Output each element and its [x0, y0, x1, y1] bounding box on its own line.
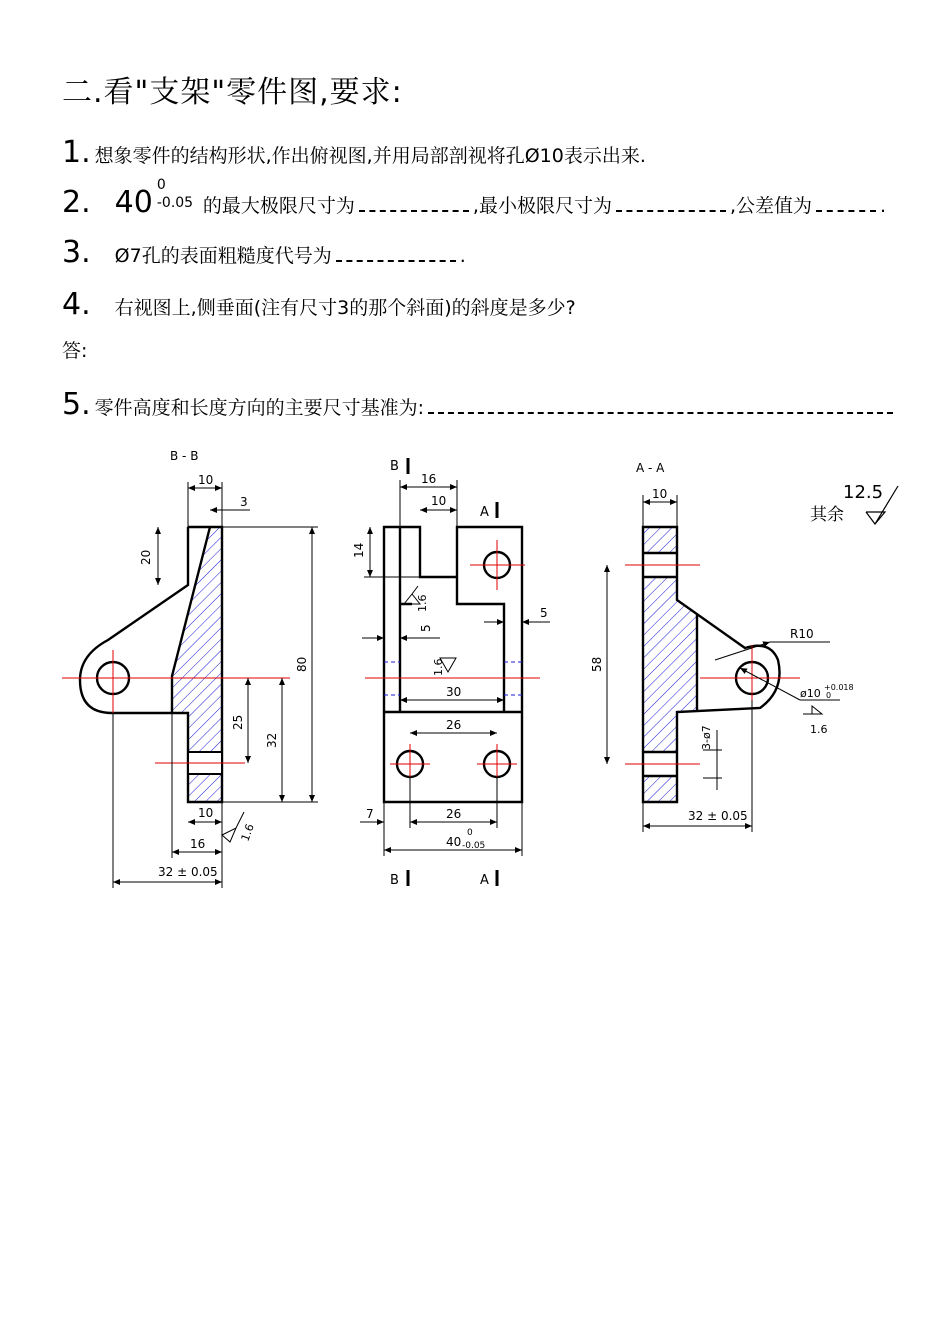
- cut-b-bottom-label: B: [390, 873, 399, 888]
- bb-dim-10-top: 10: [198, 473, 214, 487]
- aa-dim-10: 10: [652, 487, 668, 501]
- roughness-note-prefix: 其余: [810, 505, 844, 525]
- aa-hatch-main: [643, 577, 697, 752]
- question-5: [62, 387, 897, 422]
- question-1-number: 1.: [62, 135, 91, 170]
- question-2-text-tol: ,公差值为: [729, 195, 813, 217]
- question-2-text-min: ,最小极限尺寸为: [472, 195, 612, 217]
- front-dim-5b: 5: [540, 606, 548, 620]
- front-dim-40-upper: 0: [467, 828, 473, 838]
- front-dim-5a: 5: [419, 624, 433, 632]
- question-5-number: 5.: [62, 387, 91, 422]
- cut-a-bottom-label: A: [480, 873, 489, 888]
- front-roughness-top: 1.6: [416, 594, 429, 612]
- section-aa-view: [590, 461, 898, 832]
- section-bb-label: B - B: [170, 449, 199, 463]
- front-dim-10: 10: [431, 494, 447, 508]
- bb-dim-32: 32: [265, 732, 279, 748]
- question-2-tolerance: [156, 177, 197, 212]
- front-dim-40-lower: -0.05: [462, 841, 486, 851]
- technical-drawing: [0, 430, 950, 910]
- question-2-blank-max[interactable]: [359, 208, 469, 212]
- question-2-upper-deviation: 0: [156, 177, 166, 193]
- front-view: [352, 458, 550, 888]
- question-2-text-max: 的最大极限尺寸为: [202, 195, 355, 217]
- bb-dim-10-bottom: 10: [198, 806, 214, 820]
- front-dim-26b: 26: [446, 807, 462, 821]
- aa-hole-upper: +0.018: [824, 683, 854, 692]
- question-2-blank-min[interactable]: [616, 208, 726, 212]
- question-3-end: .: [459, 245, 466, 267]
- question-2-base-size: 40: [114, 185, 153, 220]
- section-aa-label: A - A: [636, 461, 665, 475]
- question-2-lower-deviation: -0.05: [156, 195, 194, 211]
- front-dim-40: 40: [446, 835, 462, 849]
- front-roughness-mid: 1.6: [432, 658, 445, 676]
- question-4-number: 4.: [62, 287, 91, 322]
- bb-dim-25: 25: [231, 714, 245, 730]
- aa-dim-32-tol: 32 ± 0.05: [688, 809, 748, 823]
- aa-hole-lower: 0: [826, 691, 832, 700]
- question-4: [62, 287, 576, 322]
- question-3-number: 3.: [62, 235, 91, 270]
- answer-label: 答:: [62, 340, 88, 362]
- bb-dim-16: 16: [190, 837, 206, 851]
- question-2-number: 2.: [62, 185, 91, 220]
- question-2-blank-tol[interactable]: [816, 208, 876, 212]
- front-dim-14: 14: [352, 542, 366, 558]
- cut-a-top-label: A: [480, 505, 489, 520]
- question-5-text: 零件高度和长度方向的主要尺寸基准为:: [94, 397, 425, 419]
- bb-dim-3: 3: [240, 495, 248, 509]
- question-1-text: 想象零件的结构形状,作出俯视图,并用局部剖视将孔Ø10表示出来.: [94, 145, 646, 167]
- aa-hatch-bottom: [643, 776, 677, 802]
- question-3-text: Ø7孔的表面粗糙度代号为: [114, 245, 332, 267]
- bb-dim-20: 20: [139, 549, 153, 565]
- aa-hatch-top: [643, 527, 677, 553]
- front-outline: [384, 527, 522, 802]
- question-3-blank[interactable]: [336, 258, 456, 262]
- aa-holes-note: 3-ø7: [700, 725, 713, 750]
- aa-dim-58: 58: [590, 656, 604, 672]
- front-dim-7: 7: [366, 807, 374, 821]
- question-2-end: .: [880, 195, 887, 217]
- section-bb-view: [62, 449, 318, 888]
- page-title: 二.看"支架"零件图,要求:: [62, 75, 403, 110]
- cut-b-top-label: B: [390, 459, 399, 474]
- question-1: [62, 135, 646, 170]
- question-5-blank[interactable]: [428, 410, 893, 414]
- bb-dim-80: 80: [295, 656, 309, 672]
- front-dim-16: 16: [421, 472, 437, 486]
- roughness-note-value: 12.5: [843, 482, 884, 503]
- aa-radius: R10: [790, 627, 814, 641]
- bb-roughness: 1.6: [238, 822, 257, 844]
- aa-roughness: 1.6: [810, 723, 828, 736]
- aa-hole-dia: ø10: [800, 687, 821, 700]
- question-3: [62, 235, 466, 270]
- front-dim-30: 30: [446, 685, 462, 699]
- front-dim-26a: 26: [446, 718, 462, 732]
- question-2: [62, 177, 887, 220]
- bb-dim-32-tol: 32 ± 0.05: [158, 865, 218, 879]
- question-4-text: 右视图上,侧垂面(注有尺寸3的那个斜面)的斜度是多少?: [114, 297, 576, 319]
